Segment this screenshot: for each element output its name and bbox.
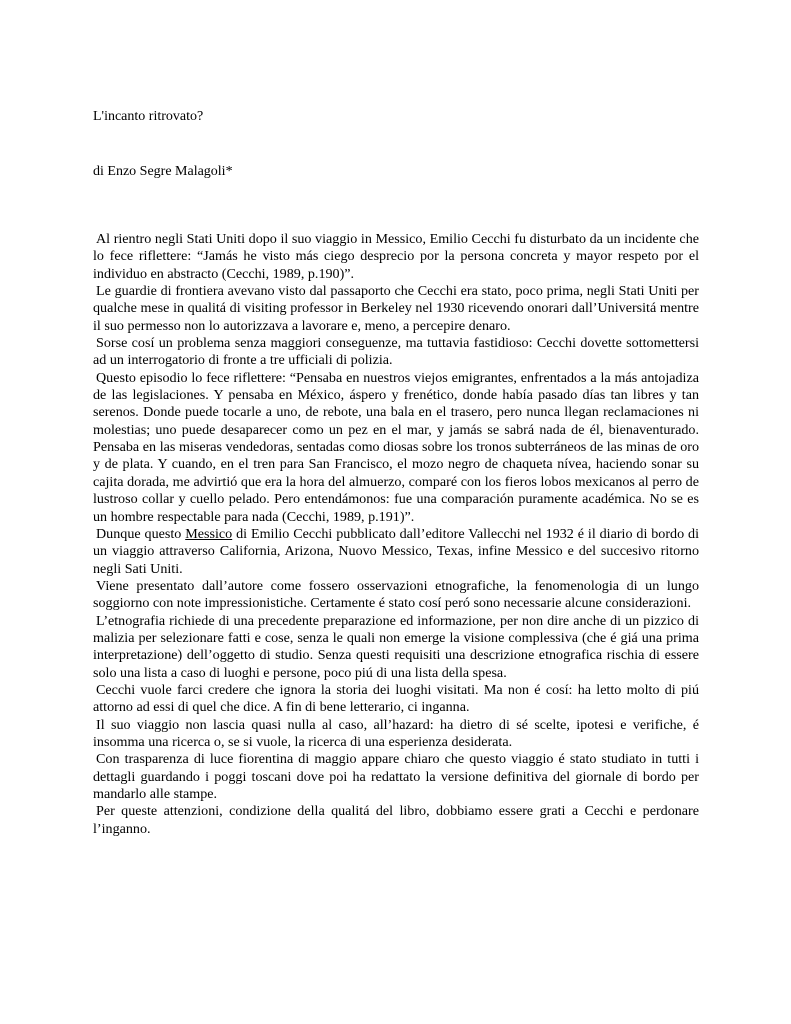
document-author: di Enzo Segre Malagoli* xyxy=(93,164,233,179)
document-body xyxy=(93,231,699,838)
paragraph-5-after: di Emilio Cecchi pubblicato dall’editore Vallecchi nel 1932 é il diario di bordo di un viaggio attraverso California, Arizona, Nuovo Messico, Texas, infine Messico e del succesivo ritorno negli Sati Uniti. xyxy=(93,525,699,577)
paragraph-7: L’etnografia richiede di una precedente preparazione ed informazione, per non dire anche di un pizzico di malizia per selezionare fatti e cose, senza le quali non emerge la visione complessiva (che é giá una prima interpretazione) dell’oggetto di studio. Senza questi requisiti una descrizione etnografica rischia di essere solo una lista a caso di luoghi e persone, poco piú di una lista della spesa. xyxy=(93,612,699,681)
paragraph-11: Per queste attenzioni, condizione della qualitá del libro, dobbiamo essere grati a Cecchi e perdonare l’inganno. xyxy=(93,803,699,837)
document-page xyxy=(93,108,699,838)
paragraph-2: Le guardie di frontiera avevano visto dal passaporto che Cecchi era stato, poco prima, negli Stati Uniti per qualche mese in qualitá di visiting professor in Berkeley nel 1930 ricevendo onorari dall’Universitá mentre il suo permesso non lo autorizzava a lavorare e, meno, a percepire denaro. xyxy=(93,283,699,334)
paragraph-6: Viene presentato dall’autore come fossero osservazioni etnografiche, la fenomenologia di un lungo soggiorno con note impressionistiche. Certamente é stato cosí peró sono necessarie alcune considerazioni. xyxy=(93,577,699,612)
paragraph-8: Cecchi vuole farci credere che ignora la storia dei luoghi visitati. Ma non é cosí: ha letto molto di piú attorno ad essi di quel che dice. A fin di bene letterario, ci inganna. xyxy=(93,681,699,716)
paragraph-10: Con trasparenza di luce fiorentina di maggio appare chiaro che questo viaggio é stato studiato in tutti i dettagli guardando i poggi toscani dove poi ha redattato la versione definitiva del giornale di bordo per mandarlo alle stampe. xyxy=(93,751,699,802)
paragraph-1: Al rientro negli Stati Uniti dopo il suo viaggio in Messico, Emilio Cecchi fu disturbato da un incidente che lo fece riflettere: “Jamás he visto más ciego desprecio por la persona concreta y mayor respeto por el individuo en abstracto (Cecchi, 1989, p.190)”. xyxy=(93,231,699,282)
paragraph-5-before: Dunque questo xyxy=(96,525,186,542)
document-title: L'incanto ritrovato? xyxy=(93,109,204,124)
book-title-messico: Messico xyxy=(185,525,233,542)
paragraph-3: Sorse cosí un problema senza maggiori conseguenze, ma tuttavia fastidioso: Cecchi dovette sottomettersi ad un interrogatorio di fronte a tre ufficiali di polizia. xyxy=(93,335,699,369)
paragraph-9: Il suo viaggio non lascia quasi nulla al caso, all’hazard: ha dietro di sé scelte, ipotesi e verifiche, é insomma una ricerca o, se si vuole, la ricerca di una esperienza desiderata. xyxy=(93,716,699,750)
paragraph-5 xyxy=(93,526,699,578)
paragraph-4: Questo episodio lo fece riflettere: “Pensaba en nuestros viejos emigrantes, enfrentados a la más antojadiza de las legislaciones. Y pensaba en México, áspero y frenético, donde había pasado días tan libres y tan serenos. Donde puede tocarle a uno, de rebote, una bala en el trasero, pero nunca llegan reclamaciones ni molestias; uno puede desaparecer como un pez en el mar, y jamás se sabrá nada de él, bienaventurado. Pensaba en las miseras vendedoras, sentadas como diosas sobre los tronos subterráneos de las minas de oro y de plata. Y cuando, en el tren para San Francisco, el mozo negro de chaqueta nívea, haciendo sonar su cajita dorada, me advirtió que era la hora del almuerzo, comparé con los fieros lobos mexicanos al perro de lustroso collar y cuello pelado. Pero entendámonos: fue una comparación puramente académica. No se es un hombre respectable para nada (Cecchi, 1989, p.191)”. xyxy=(93,369,699,525)
